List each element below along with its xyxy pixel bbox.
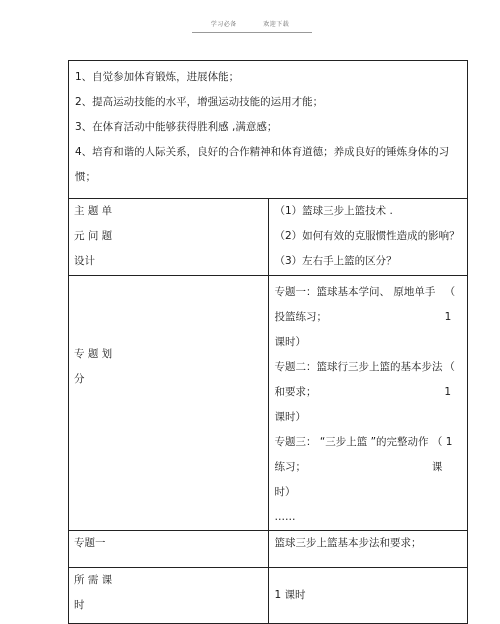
question-item: （3）左右手上篮的区分？	[274, 255, 397, 267]
topic-item-text: 专题一：篮球基本学问、 原地单手投篮练习；	[274, 286, 436, 323]
topic-design-content	[268, 199, 468, 276]
hours-row	[69, 568, 468, 624]
topic-one-content: 篮球三步上篮基本步法和要求；	[268, 531, 468, 568]
hours-label	[69, 568, 269, 624]
label-line: 时	[74, 599, 85, 611]
goal-item: 4、培育和谐的人际关系，良好的合作精神和体育道德；养成良好的锤炼身体的习惯；	[75, 146, 450, 183]
goal-item: 1、自觉参加体育锻炼，进展体能；	[75, 71, 240, 83]
topic-split-row	[69, 276, 468, 531]
topic-one-row	[69, 531, 468, 568]
topic-split-content	[268, 276, 468, 531]
topic-item	[275, 355, 462, 405]
label-line: 元 问 题	[74, 230, 113, 242]
label-line: 设计	[74, 255, 95, 267]
topic-one-label: 专题一	[69, 531, 269, 568]
lesson-plan-table	[68, 60, 468, 624]
label-line: 主 题 单	[74, 205, 113, 217]
question-item: （1）篮球三步上篮技术 .	[274, 205, 393, 217]
goals-cell	[69, 61, 468, 199]
topic-design-row	[69, 199, 468, 276]
topic-item	[275, 430, 462, 480]
topic-split-label	[69, 276, 269, 531]
topic-item-hours: （ 1 课	[431, 436, 453, 473]
ellipsis: ……	[274, 511, 296, 523]
topic-item-text: 专题三： “三步上篮 ”的完整动作练习；	[274, 436, 429, 473]
topic-item-hours-cont: 课时）	[274, 336, 306, 348]
label-line: 分	[74, 373, 85, 385]
topic-design-label	[69, 199, 269, 276]
topic-item-text: 专题二：篮球行三步上篮的基本步法和要求；	[274, 361, 443, 398]
goals-row	[69, 61, 468, 199]
header-left: 学习必备	[210, 21, 237, 28]
goal-item: 2、提高运动技能的水平，增强运动技能的运用才能；	[75, 96, 324, 108]
question-item: （2）如何有效的克服惯性造成的影响？	[274, 230, 460, 242]
header-rule	[192, 32, 312, 33]
topic-item	[275, 280, 462, 330]
topic-item-hours: （ 1	[444, 286, 456, 323]
label-line: 专 题 划	[74, 348, 113, 360]
hours-value: 1 课时	[268, 568, 468, 624]
topic-item-hours-cont: 课时）	[274, 411, 306, 423]
topic-item-hours-cont: 时）	[274, 486, 296, 498]
topic-item-hours: （ 1	[444, 361, 455, 398]
goal-item: 3、在体育活动中能够获得胜利感 ,满意感；	[75, 121, 278, 133]
header-right: 欢迎下载	[263, 21, 290, 28]
label-line: 所 需 课	[74, 574, 113, 586]
page-header	[0, 19, 500, 28]
